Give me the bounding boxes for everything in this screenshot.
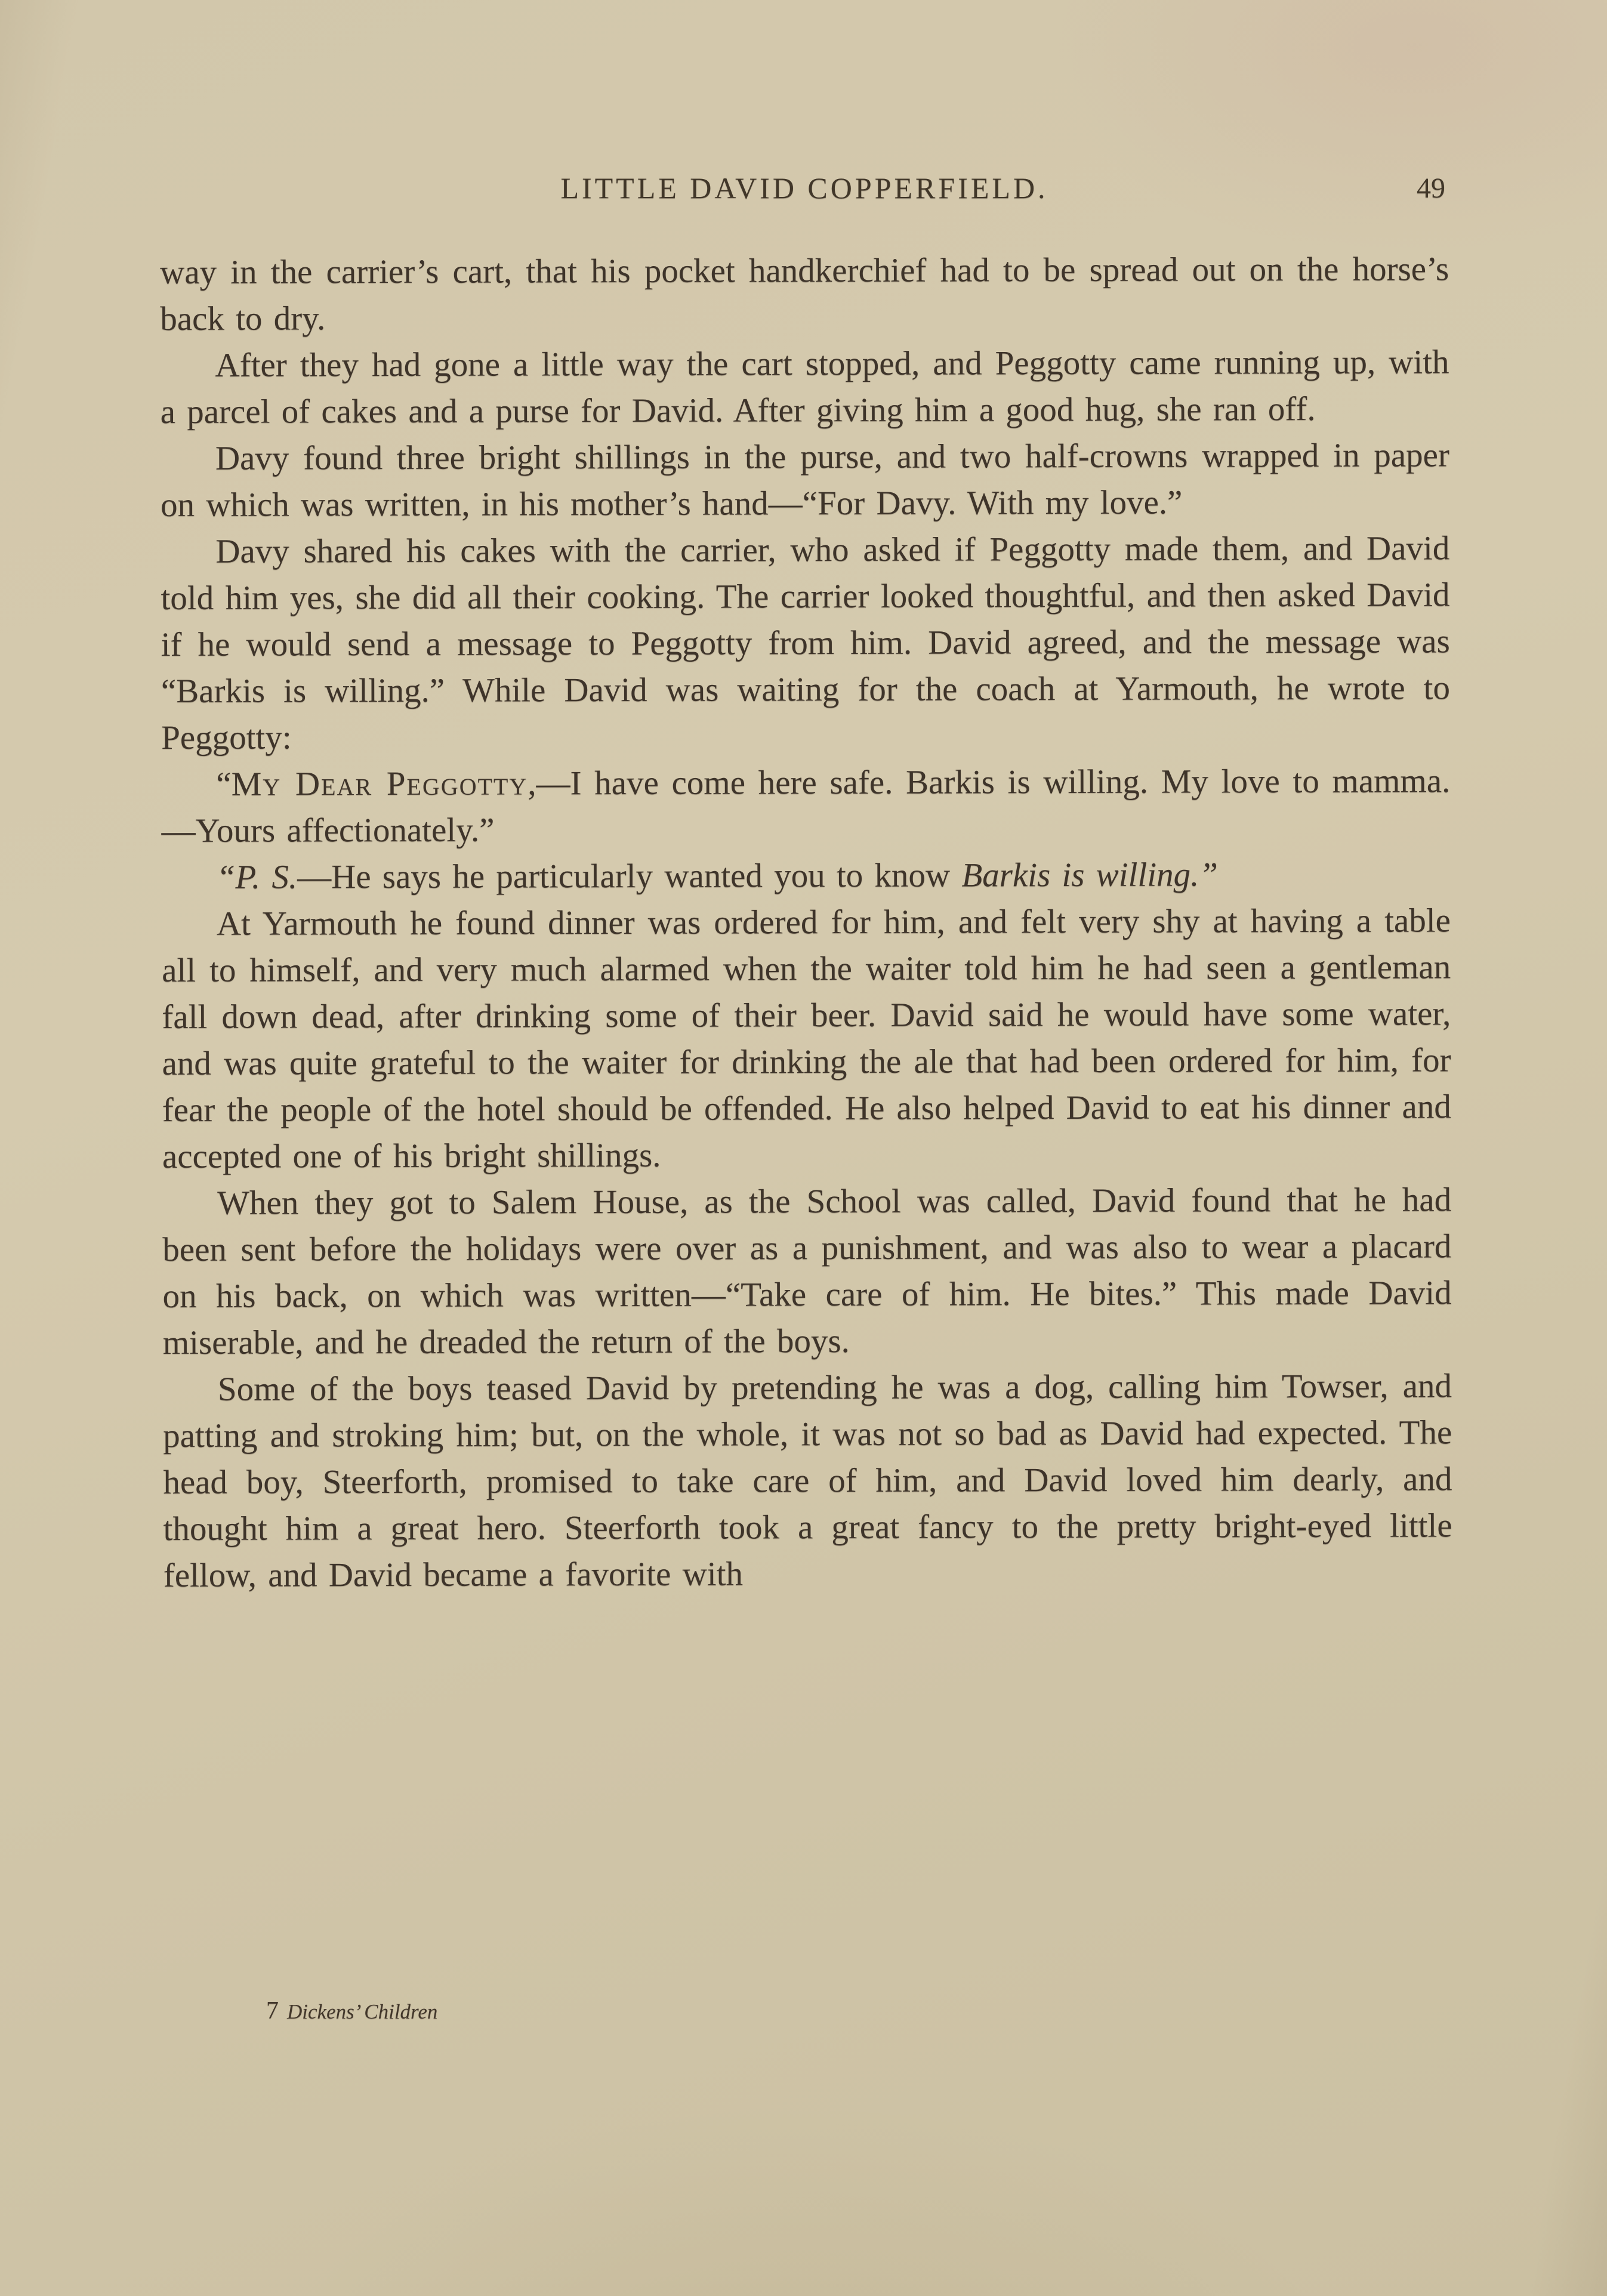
paragraph-postscript bbox=[162, 851, 1451, 901]
paragraph-continuation: way in the carrier’s cart, that his pocket handkerchief had to be spread out on the horse’s back to dry. bbox=[160, 250, 1449, 338]
paragraph-shared-cakes: Davy shared his cakes with the carrier, who asked if Peggotty made them, and David told him yes, she did all their cooking. The carrier looked thoughtful, and then asked David if he would send a message to Peggotty from him. David agreed, and the message was “Barkis is willing.” While David was waiting for the coach at Yarmouth, he wrote to Peggotty: bbox=[161, 529, 1451, 757]
paragraph-boys-teased: Some of the boys teased David by pretending he was a dog, calling him Towser, and patting and stroking him; but, on the whole, it was not so bad as David had expected. The head boy, Steerforth, promised to take care of him, and David loved him dearly, and thought him a great hero. Steerforth took a great fancy to the pretty bright-eyed little fellow, and David became a favorite with bbox=[163, 1367, 1452, 1594]
running-head bbox=[160, 171, 1449, 212]
paragraph-cart-stopped: After they had gone a little way the cart stopped, and Peggotty came running up, with a parcel of cakes and a purse for David. After giving him a good hug, she ran off. bbox=[160, 343, 1449, 431]
body-text bbox=[160, 246, 1452, 1599]
paragraph-salem-house: When they got to Salem House, as the School was called, David found that he had been sent before the holidays were over as a punishment, and was also to wear a placard on his back, on which was written—“Take care of him. He bites.” This made David miserable, and he dreaded the return of the boys. bbox=[162, 1181, 1452, 1362]
postscript-tail: Barkis is willing.” bbox=[961, 856, 1219, 894]
printers-signature bbox=[266, 1996, 437, 2025]
letter-body: ,—I have come here safe. Barkis is willing. My love to mamma.—Yours affectionately.” bbox=[161, 762, 1451, 850]
letter-open-quote: “ bbox=[216, 765, 232, 803]
signature-book-title: Dickens’ Children bbox=[287, 2000, 438, 2023]
postscript-middle: —He says he particularly wanted you to know bbox=[297, 856, 962, 896]
postscript-lead: “P. S. bbox=[216, 858, 298, 896]
paragraph-letter bbox=[161, 758, 1450, 854]
page-number: 49 bbox=[1417, 172, 1445, 204]
page-header-title: LITTLE DAVID COPPERFIELD. bbox=[560, 171, 1048, 205]
paragraph-yarmouth-dinner: At Yarmouth he found dinner was ordered for him, and felt very shy at having a table all to himself, and very much alarmed when the waiter told him he had seen a gentleman fall down dead, after drinking some of their beer. David said he would have some water, and was quite grateful to the waiter for drinking the ale that had been ordered for him, for fear the people of the hotel should be offended. He also helped David to eat his dinner and accepted one of his bright shillings. bbox=[162, 902, 1451, 1175]
signature-number: 7 bbox=[266, 1997, 279, 2025]
paragraph-shillings: Davy found three bright shillings in the purse, and two half-crowns wrapped in paper on which was written, in his mother’s hand—“For Davy. With my love.” bbox=[161, 436, 1449, 524]
letter-salutation: My Dear Peggotty bbox=[231, 764, 528, 803]
